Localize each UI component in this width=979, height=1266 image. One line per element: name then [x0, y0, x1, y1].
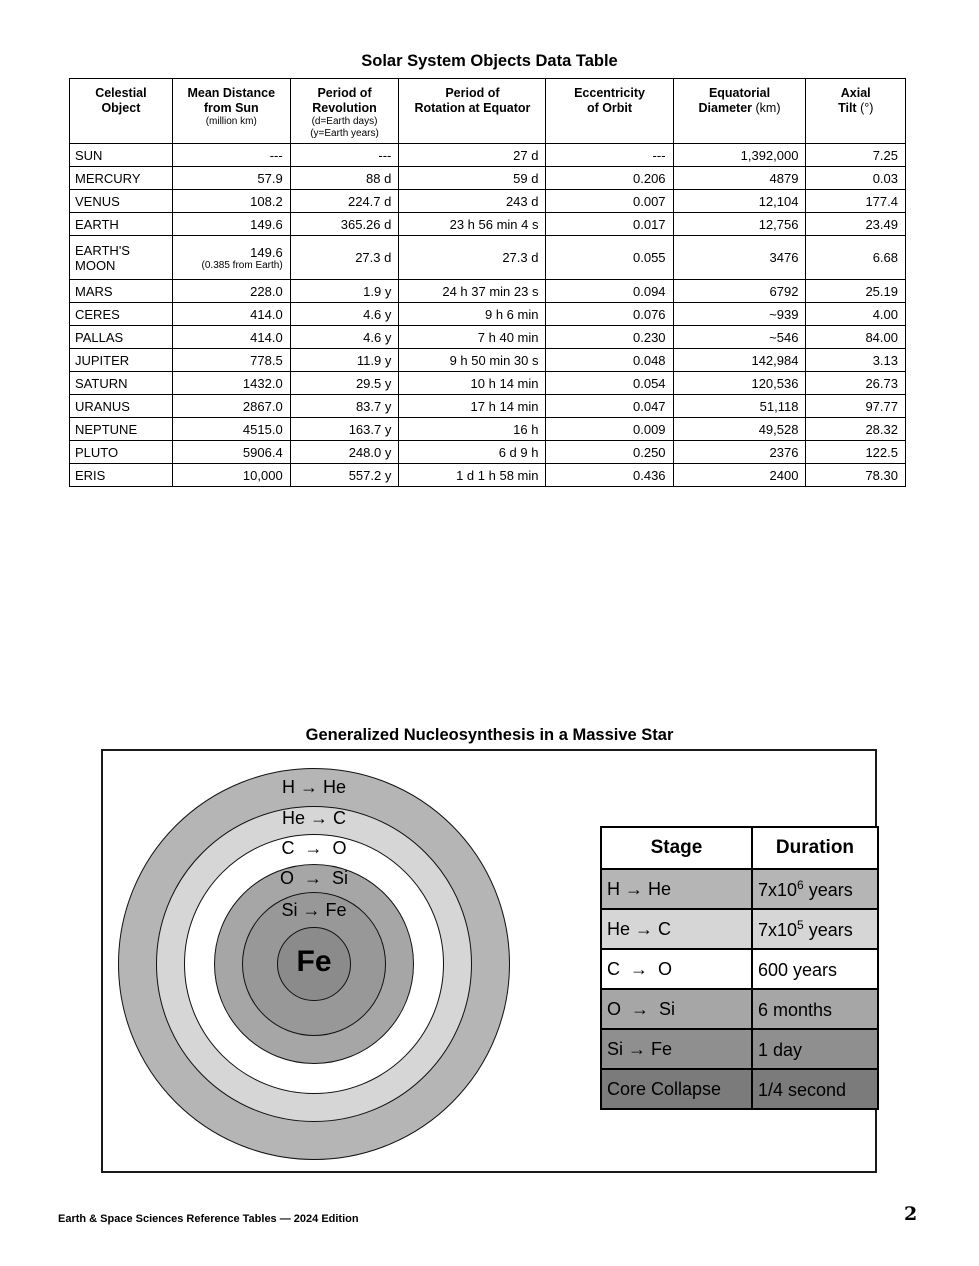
cell-rotation: 243 d — [399, 190, 546, 213]
page-number: 2 — [904, 1203, 918, 1225]
cell-diameter: 2376 — [673, 441, 806, 464]
ring-label-he-to-c: He → C — [281, 808, 347, 828]
stage-cell: He → C — [601, 909, 752, 949]
ring-label-c-to-o: C → O — [281, 838, 347, 858]
duration-cell: 600 years — [752, 949, 878, 989]
table-row-pallas — [70, 326, 906, 349]
footer-edition-text: Earth & Space Sciences Reference Tables — 2024 Edition — [58, 1213, 359, 1225]
cell-distance: 228.0 — [172, 280, 290, 303]
cell-tilt: 4.00 — [806, 303, 906, 326]
col-header-distance: Mean Distance from Sun (million km) — [172, 79, 290, 144]
cell-diameter: 4879 — [673, 167, 806, 190]
solar-system-data-table — [69, 78, 906, 487]
table-row-sun — [70, 144, 906, 167]
cell-distance: 108.2 — [172, 190, 290, 213]
table-row-ceres — [70, 303, 906, 326]
cell-rotation: 59 d — [399, 167, 546, 190]
cell-tilt: 3.13 — [806, 349, 906, 372]
stage-cell: C → O — [601, 949, 752, 989]
cell-revolution: 4.6 y — [290, 303, 399, 326]
cell-rotation: 7 h 40 min — [399, 326, 546, 349]
table-row-mercury — [70, 167, 906, 190]
duration-cell: $7x10^6$ years — [752, 869, 878, 909]
cell-distance: --- — [172, 144, 290, 167]
table-row-earth — [70, 213, 906, 236]
table-row-saturn — [70, 372, 906, 395]
duration-cell: 1 day — [752, 1029, 878, 1069]
cell-rotation: 17 h 14 min — [399, 395, 546, 418]
stage-row — [601, 869, 878, 909]
header-row — [70, 79, 906, 144]
ring-label-o-to-si: O → Si — [279, 868, 349, 888]
cell-tilt: 122.5 — [806, 441, 906, 464]
cell-revolution: 83.7 y — [290, 395, 399, 418]
cell-distance: 2867.0 — [172, 395, 290, 418]
cell-diameter: ~546 — [673, 326, 806, 349]
table-row-pluto — [70, 441, 906, 464]
cell-tilt: 23.49 — [806, 213, 906, 236]
duration-cell: 6 months — [752, 989, 878, 1029]
cell-tilt: 84.00 — [806, 326, 906, 349]
stage-row — [601, 1069, 878, 1109]
cell-diameter: 12,104 — [673, 190, 806, 213]
cell-diameter: 2400 — [673, 464, 806, 487]
cell-distance: 414.0 — [172, 303, 290, 326]
cell-tilt: 78.30 — [806, 464, 906, 487]
duration-cell: $7x10^5$ years — [752, 909, 878, 949]
cell-rotation: 10 h 14 min — [399, 372, 546, 395]
cell-eccentricity: 0.007 — [546, 190, 673, 213]
table-row-eris — [70, 464, 906, 487]
col-header-eccentricity: Eccentricity of Orbit — [546, 79, 673, 144]
cell-distance: 149.6 — [172, 213, 290, 236]
cell-diameter: 1,392,000 — [673, 144, 806, 167]
stage-header-row — [601, 827, 878, 869]
col-header-revolution: Period of Revolution (d=Earth days) (y=Earth years) — [290, 79, 399, 144]
cell-distance: 414.0 — [172, 326, 290, 349]
cell-rotation: 1 d 1 h 58 min — [399, 464, 546, 487]
ring-label-si-to-fe: Si → Fe — [281, 900, 347, 920]
cell-rotation: 9 h 50 min 30 s — [399, 349, 546, 372]
solar-table-title: Solar System Objects Data Table — [361, 52, 618, 70]
cell-object: URANUS — [70, 395, 173, 418]
cell-eccentricity: 0.094 — [546, 280, 673, 303]
cell-eccentricity: 0.206 — [546, 167, 673, 190]
stage-cell: Core Collapse — [601, 1069, 752, 1109]
stage-row — [601, 949, 878, 989]
cell-revolution: 27.3 d — [290, 236, 399, 280]
cell-eccentricity: 0.017 — [546, 213, 673, 236]
cell-object: PLUTO — [70, 441, 173, 464]
cell-tilt: 97.77 — [806, 395, 906, 418]
table-row-venus — [70, 190, 906, 213]
cell-rotation: 27 d — [399, 144, 546, 167]
cell-distance: 1432.0 — [172, 372, 290, 395]
cell-eccentricity: 0.230 — [546, 326, 673, 349]
cell-revolution: 11.9 y — [290, 349, 399, 372]
cell-object: CERES — [70, 303, 173, 326]
cell-diameter: 12,756 — [673, 213, 806, 236]
cell-revolution: 365.26 d — [290, 213, 399, 236]
cell-distance: 4515.0 — [172, 418, 290, 441]
cell-diameter: 51,118 — [673, 395, 806, 418]
stage-cell: Si → Fe — [601, 1029, 752, 1069]
cell-tilt: 28.32 — [806, 418, 906, 441]
cell-object: EARTH — [70, 213, 173, 236]
duration-cell: 1/4 second — [752, 1069, 878, 1109]
col-header-tilt: Axial Tilt (°) — [806, 79, 906, 144]
cell-distance: 10,000 — [172, 464, 290, 487]
cell-tilt: 7.25 — [806, 144, 906, 167]
cell-eccentricity: 0.076 — [546, 303, 673, 326]
cell-eccentricity: --- — [546, 144, 673, 167]
cell-diameter: ~939 — [673, 303, 806, 326]
stage-duration-table — [600, 826, 879, 1110]
cell-diameter: 49,528 — [673, 418, 806, 441]
cell-eccentricity: 0.055 — [546, 236, 673, 280]
cell-eccentricity: 0.047 — [546, 395, 673, 418]
cell-revolution: 4.6 y — [290, 326, 399, 349]
stage-cell: H → He — [601, 869, 752, 909]
cell-eccentricity: 0.009 — [546, 418, 673, 441]
cell-object: EARTH'S MOON — [70, 236, 173, 280]
col-header-diameter: Equatorial Diameter (km) — [673, 79, 806, 144]
cell-object: PALLAS — [70, 326, 173, 349]
cell-diameter: 120,536 — [673, 372, 806, 395]
cell-rotation: 23 h 56 min 4 s — [399, 213, 546, 236]
cell-object: JUPITER — [70, 349, 173, 372]
stage-cell: O → Si — [601, 989, 752, 1029]
cell-tilt: 25.19 — [806, 280, 906, 303]
duration-column-header: Duration — [752, 827, 878, 869]
table-row-uranus — [70, 395, 906, 418]
cell-revolution: 1.9 y — [290, 280, 399, 303]
cell-object: SATURN — [70, 372, 173, 395]
cell-tilt: 6.68 — [806, 236, 906, 280]
cell-diameter: 142,984 — [673, 349, 806, 372]
cell-eccentricity: 0.436 — [546, 464, 673, 487]
cell-rotation: 16 h — [399, 418, 546, 441]
cell-revolution: 163.7 y — [290, 418, 399, 441]
col-header-rotation: Period of Rotation at Equator — [399, 79, 546, 144]
cell-object: SUN — [70, 144, 173, 167]
cell-rotation: 24 h 37 min 23 s — [399, 280, 546, 303]
cell-revolution: --- — [290, 144, 399, 167]
ring-label-h-to-he: H → He — [281, 777, 347, 797]
core-label-fe: Fe — [296, 945, 332, 978]
cell-tilt: 0.03 — [806, 167, 906, 190]
cell-diameter: 3476 — [673, 236, 806, 280]
table-row-neptune — [70, 418, 906, 441]
table-row-earths-moon — [70, 236, 906, 280]
cell-revolution: 88 d — [290, 167, 399, 190]
cell-object: NEPTUNE — [70, 418, 173, 441]
cell-object: VENUS — [70, 190, 173, 213]
cell-distance: 5906.4 — [172, 441, 290, 464]
cell-object: MERCURY — [70, 167, 173, 190]
cell-object: ERIS — [70, 464, 173, 487]
stage-column-header: Stage — [601, 827, 752, 869]
cell-tilt: 26.73 — [806, 372, 906, 395]
cell-distance: 57.9 — [172, 167, 290, 190]
stage-row — [601, 909, 878, 949]
cell-eccentricity: 0.048 — [546, 349, 673, 372]
table-row-jupiter — [70, 349, 906, 372]
stage-row — [601, 1029, 878, 1069]
cell-object: MARS — [70, 280, 173, 303]
cell-revolution: 248.0 y — [290, 441, 399, 464]
nucleosynthesis-title: Generalized Nucleosynthesis in a Massive Star — [305, 726, 674, 744]
cell-rotation: 27.3 d — [399, 236, 546, 280]
cell-eccentricity: 0.054 — [546, 372, 673, 395]
table-row-mars — [70, 280, 906, 303]
stage-row — [601, 989, 878, 1029]
cell-eccentricity: 0.250 — [546, 441, 673, 464]
cell-diameter: 6792 — [673, 280, 806, 303]
cell-distance: 149.6 (0.385 from Earth) — [172, 236, 290, 280]
cell-revolution: 224.7 d — [290, 190, 399, 213]
cell-tilt: 177.4 — [806, 190, 906, 213]
cell-distance: 778.5 — [172, 349, 290, 372]
cell-revolution: 557.2 y — [290, 464, 399, 487]
cell-revolution: 29.5 y — [290, 372, 399, 395]
col-header-object: Celestial Object — [70, 79, 173, 144]
nucleosynthesis-diagram — [101, 749, 877, 1173]
cell-rotation: 6 d 9 h — [399, 441, 546, 464]
cell-rotation: 9 h 6 min — [399, 303, 546, 326]
